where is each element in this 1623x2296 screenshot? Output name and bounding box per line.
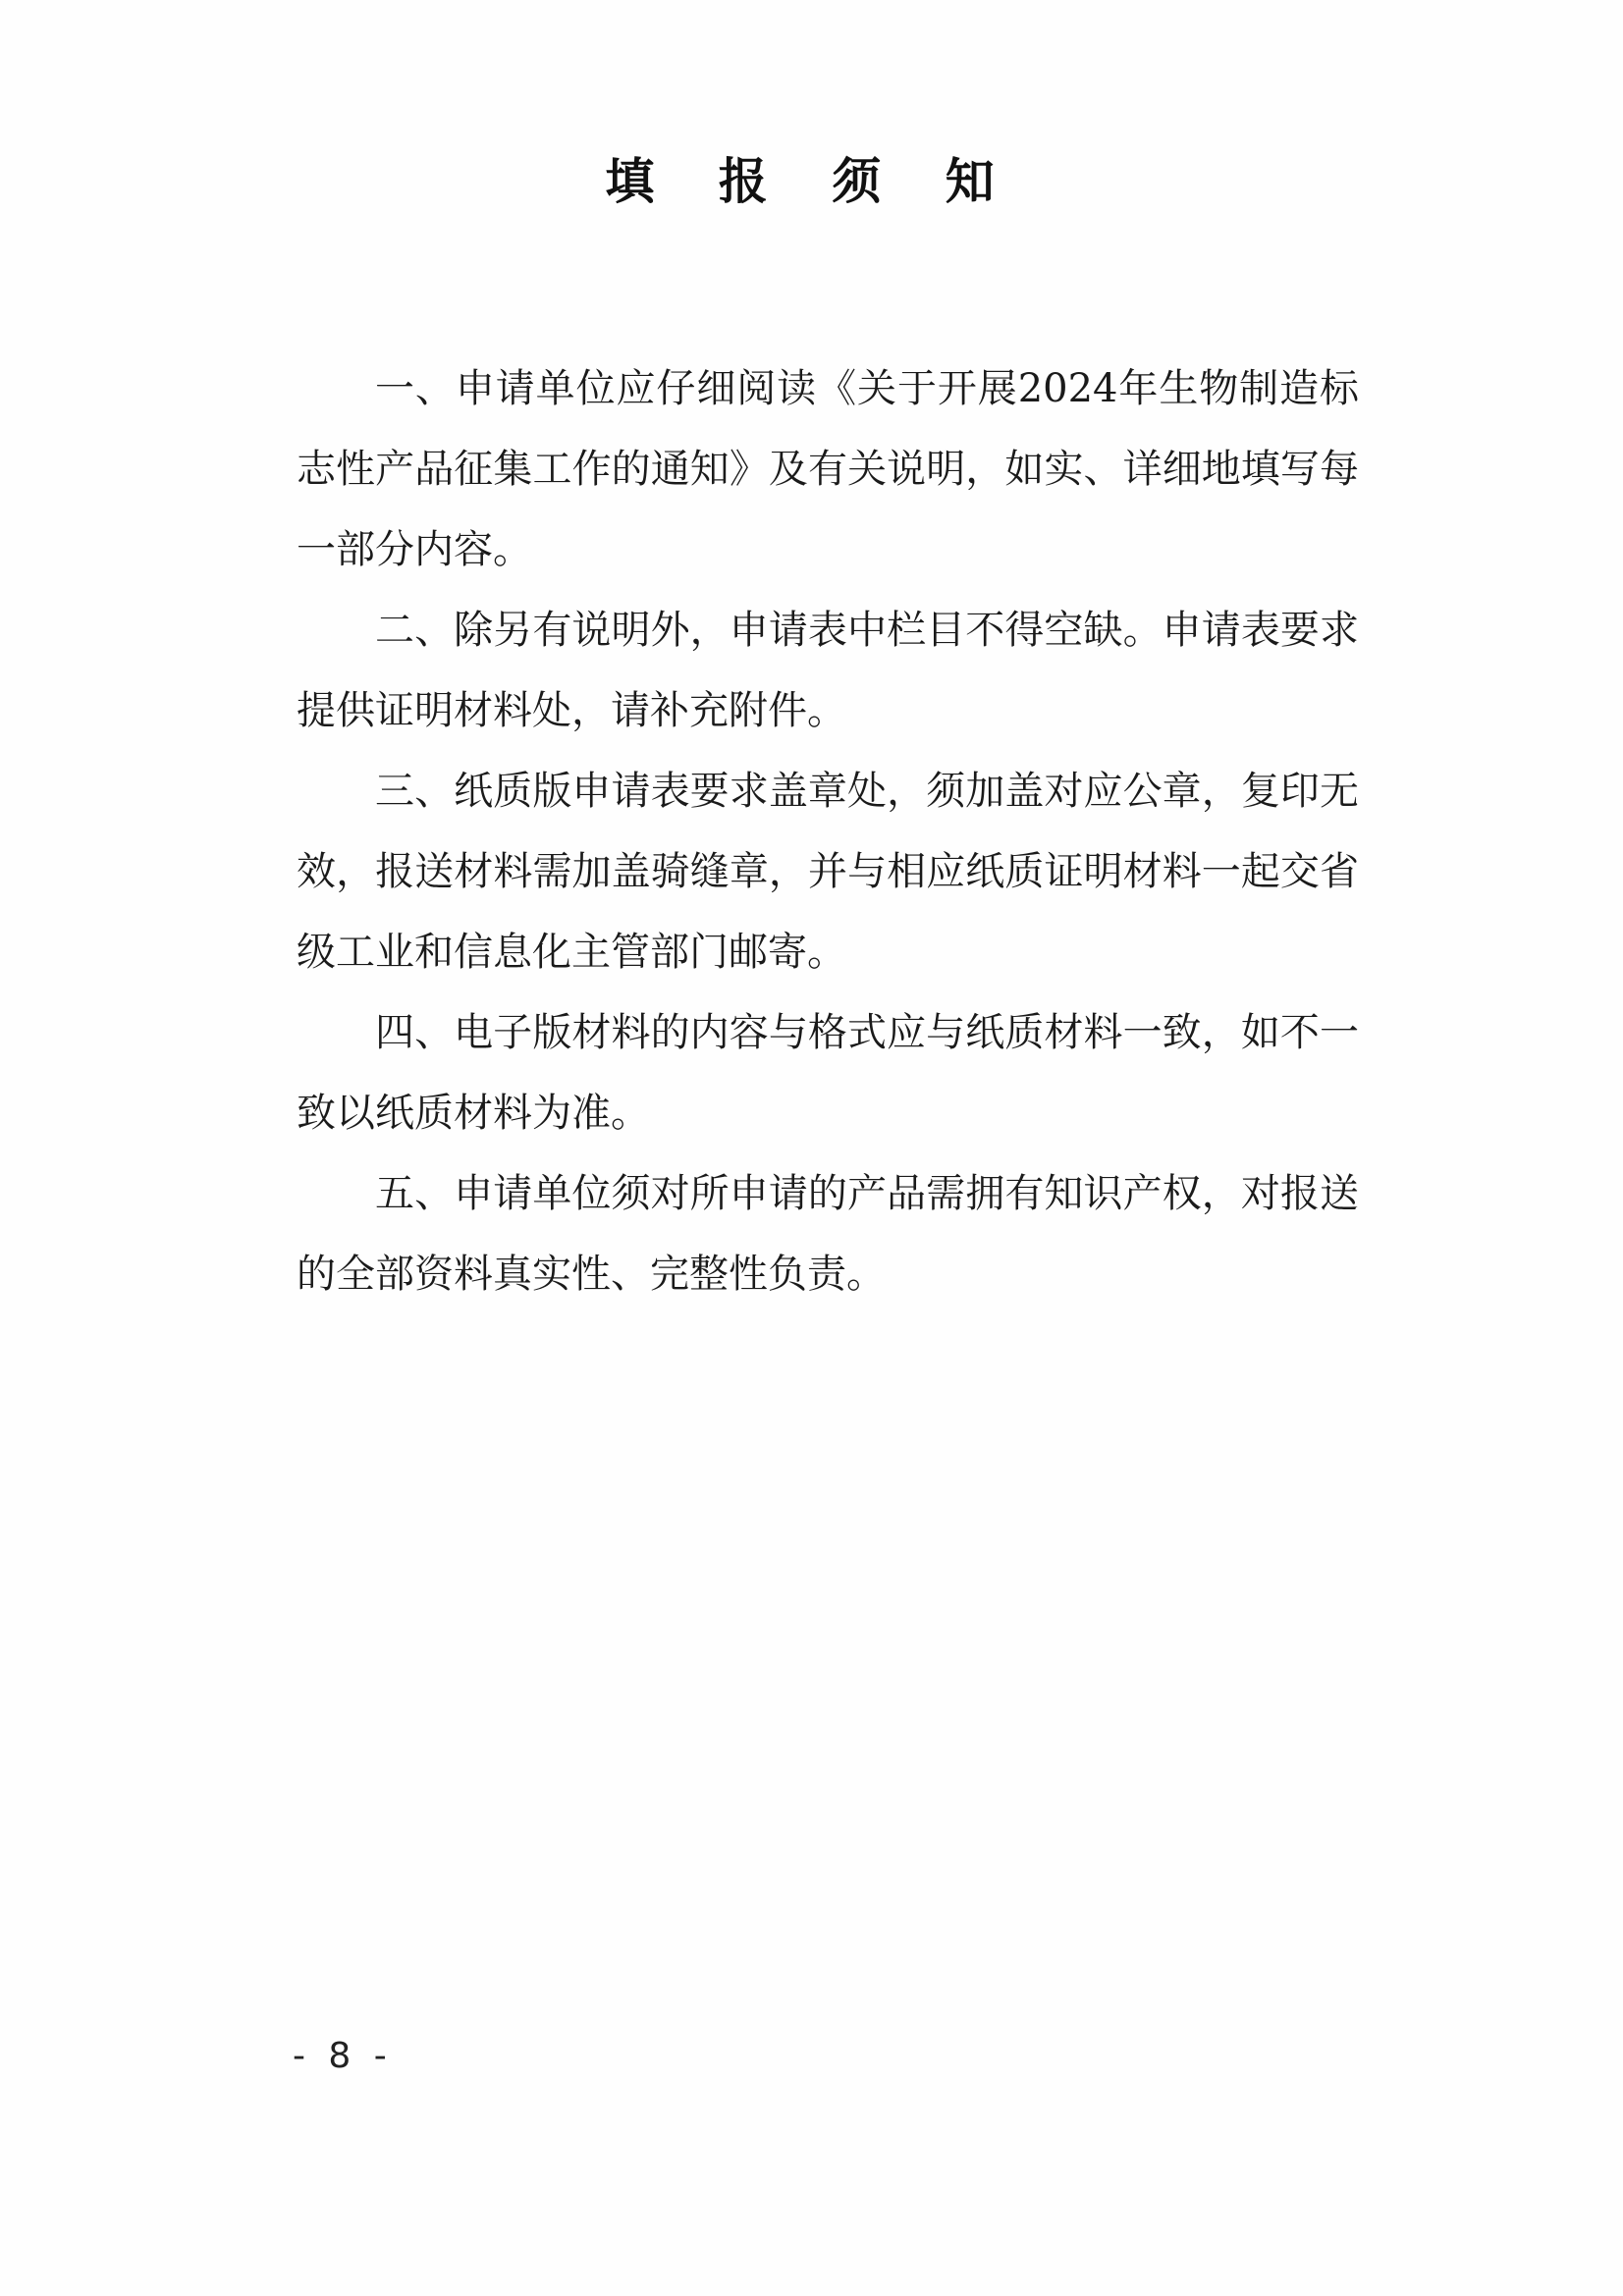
page-number: - 8 - (293, 2036, 393, 2076)
paragraph-2: 二、除另有说明外，申请表中栏目不得空缺。申请表要求提供证明材料处，请补充附件。 (297, 608, 1359, 733)
paragraph-4: 四、电子版材料的内容与格式应与纸质材料一致，如不一致以纸质材料为准。 (297, 1010, 1359, 1136)
page-title: 填 报 须 知 (605, 153, 1018, 210)
document-body (297, 348, 1359, 1314)
paragraph-3: 三、纸质版申请表要求盖章处，须加盖对应公章，复印无效，报送材料需加盖骑缝章，并与相应纸质证明材料一起交省级工业和信息化主管部门邮寄。 (297, 769, 1359, 975)
paragraph-1: 一、申请单位应仔细阅读《关于开展2024年生物制造标志性产品征集工作的通知》及有关说明，如实、详细地填写每一部分内容。 (297, 366, 1359, 572)
paragraph-5: 五、申请单位须对所申请的产品需拥有知识产权，对报送的全部资料真实性、完整性负责。 (297, 1171, 1359, 1297)
